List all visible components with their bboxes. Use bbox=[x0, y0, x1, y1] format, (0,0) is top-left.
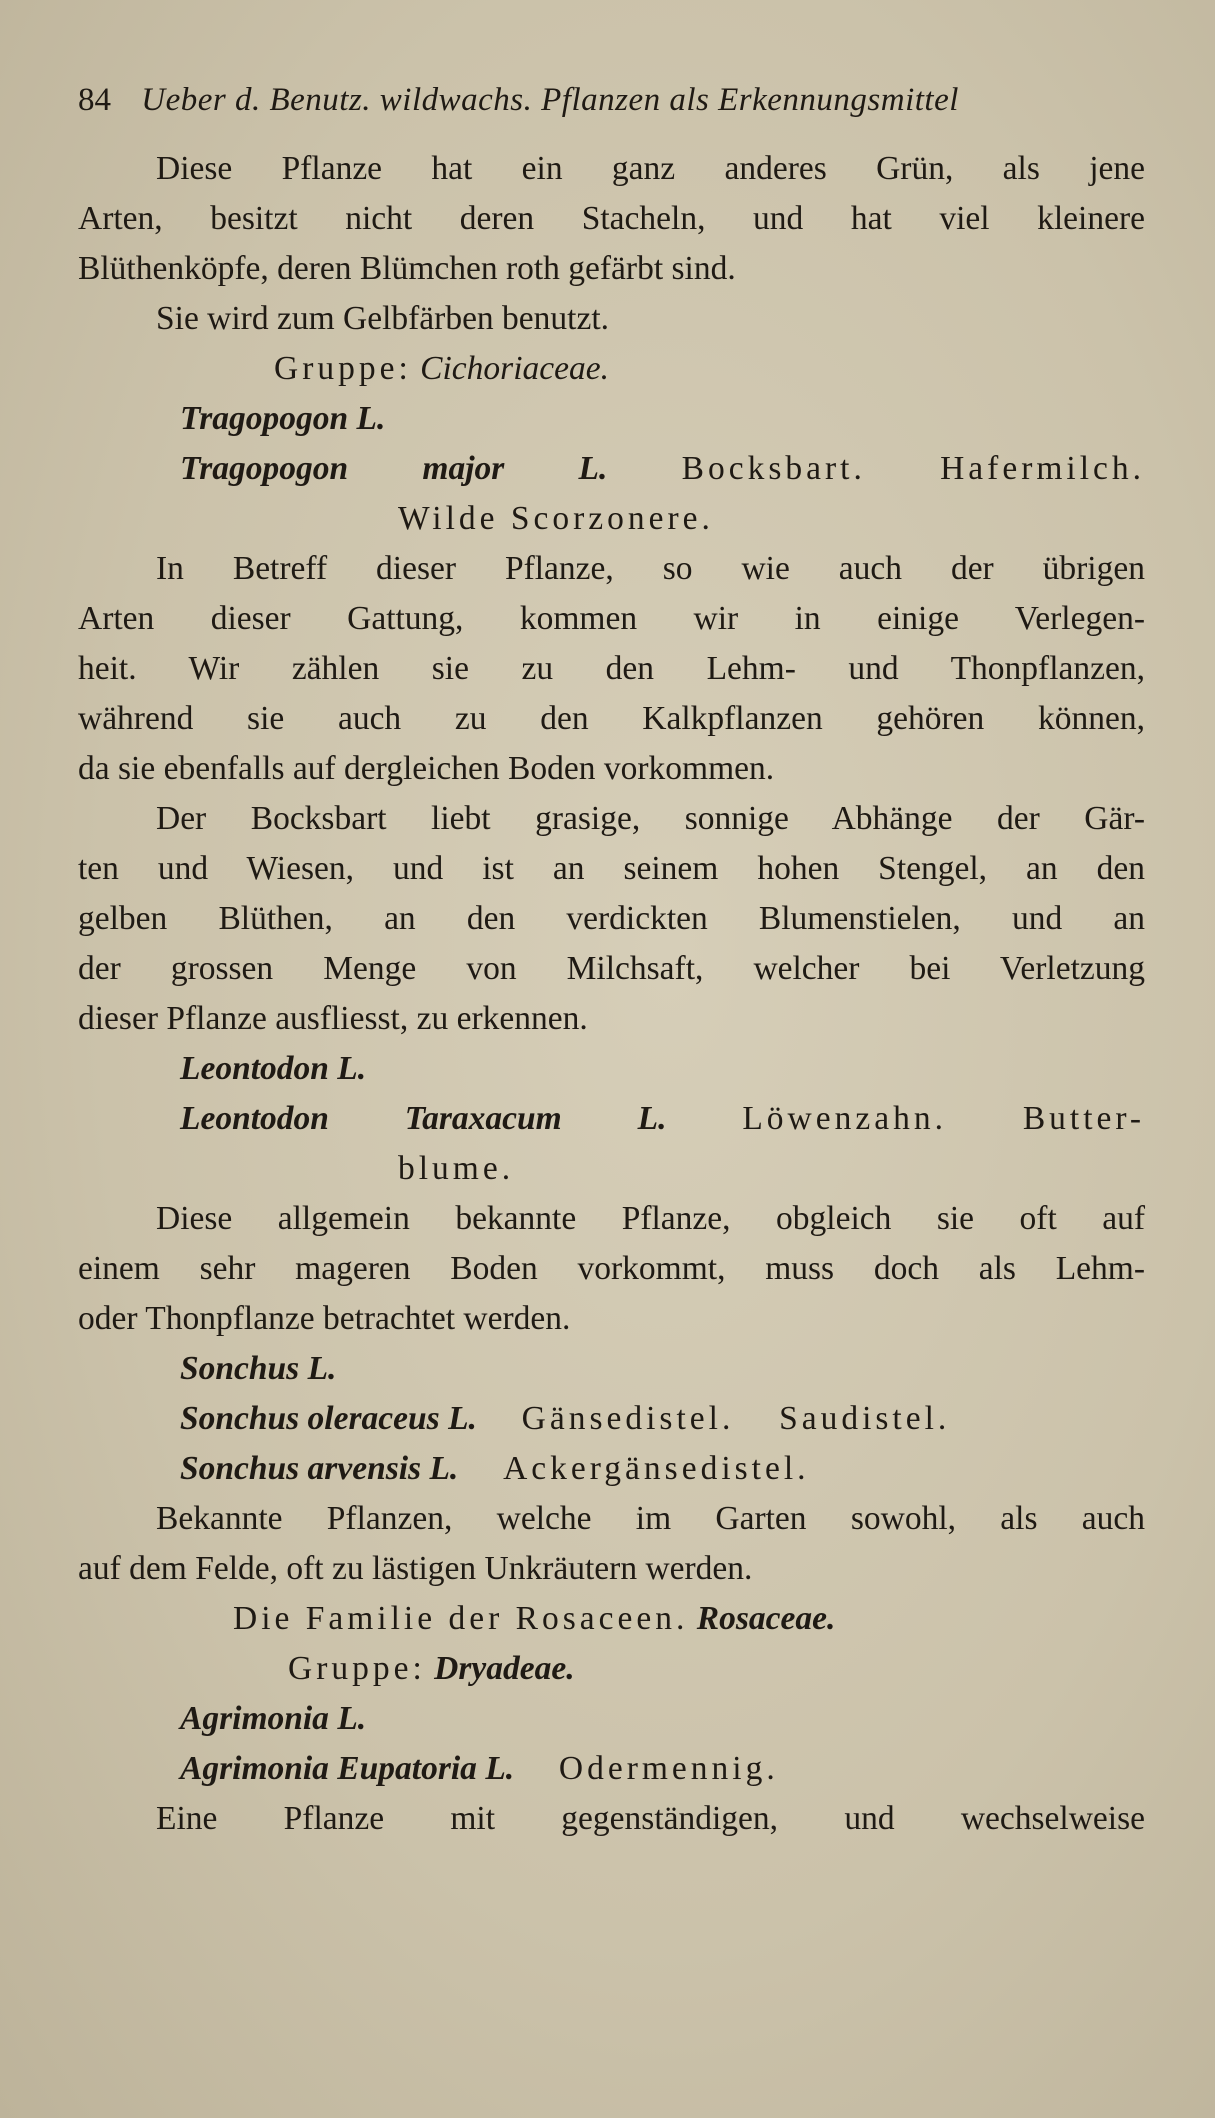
species-name: Agrimonia Eupatoria bbox=[180, 1750, 477, 1787]
genus-name: Sonchus bbox=[180, 1350, 300, 1387]
common-name: Wilde Scorzonere. bbox=[398, 500, 714, 537]
text-line: der grossen Menge von Milchsaft, welcher bei Verletzung bbox=[78, 950, 1145, 987]
text-line: heit. Wir zählen sie zu den Lehm- und Thonpflanzen, bbox=[78, 650, 1145, 687]
genus-author: L. bbox=[307, 1350, 337, 1387]
family-label: Die Familie der Rosaceen. bbox=[233, 1600, 689, 1637]
text-line: da sie ebenfalls auf dergleichen Boden vorkommen. bbox=[78, 750, 775, 787]
species-heading bbox=[78, 1444, 1145, 1494]
species-heading bbox=[78, 1094, 1145, 1144]
text-line: Arten dieser Gattung, kommen wir in einige Verlegen- bbox=[78, 600, 1145, 637]
genus-name: Agrimonia bbox=[180, 1700, 329, 1737]
running-title: Ueber d. Benutz. wildwachs. Pflanzen als Erkennungsmittel bbox=[141, 82, 959, 118]
group-name: Dryadeae. bbox=[434, 1650, 575, 1687]
text-line: Diese allgemein bekannte Pflanze, obgleich sie oft auf bbox=[156, 1200, 1145, 1237]
species-heading bbox=[78, 1744, 1145, 1794]
species-author: L. bbox=[637, 1100, 667, 1137]
text-line: Arten, besitzt nicht deren Stacheln, und hat viel kleinere bbox=[78, 200, 1145, 237]
text-line: einem sehr mageren Boden vorkommt, muss doch als Lehm- bbox=[78, 1250, 1145, 1287]
species-author: L. bbox=[429, 1450, 459, 1487]
page-number: 84 bbox=[78, 82, 111, 118]
text-line: gelben Blüthen, an den verdickten Blumenstielen, und an bbox=[78, 900, 1145, 937]
running-header bbox=[78, 78, 1145, 122]
species-author: L. bbox=[485, 1750, 515, 1787]
text-line: Diese Pflanze hat ein ganz anderes Grün, als jene bbox=[156, 150, 1145, 187]
text-line: Der Bocksbart liebt grasige, sonnige Abhänge der Gär- bbox=[156, 800, 1145, 837]
text-line: oder Thonpflanze betrachtet werden. bbox=[78, 1300, 571, 1337]
genus-author: L. bbox=[337, 1700, 367, 1737]
family-heading bbox=[78, 1594, 1145, 1644]
species-heading bbox=[78, 444, 1145, 494]
genus-heading bbox=[78, 1344, 1145, 1394]
species-name: Sonchus arvensis bbox=[180, 1450, 422, 1487]
text-line: In Betreff dieser Pflanze, so wie auch der übrigen bbox=[156, 550, 1145, 587]
species-name: Leontodon Taraxacum bbox=[180, 1100, 562, 1137]
species-heading-cont bbox=[78, 1144, 1145, 1194]
species-author: L. bbox=[448, 1400, 477, 1437]
text-line: ten und Wiesen, und ist an seinem hohen Stengel, an den bbox=[78, 850, 1145, 887]
genus-author: L. bbox=[356, 400, 386, 437]
text-line: während sie auch zu den Kalkpflanzen gehören können, bbox=[78, 700, 1145, 737]
species-heading bbox=[78, 1394, 1145, 1444]
common-name: Bocksbart. bbox=[681, 450, 866, 487]
genus-heading bbox=[78, 394, 1145, 444]
species-author: L. bbox=[578, 450, 608, 487]
group-label: Gruppe: bbox=[274, 350, 412, 387]
common-name: Hafermilch. bbox=[940, 450, 1146, 487]
text-line: Sie wird zum Gelbfärben benutzt. bbox=[156, 300, 610, 337]
common-name: Saudistel. bbox=[779, 1400, 951, 1437]
text-line: Eine Pflanze mit gegenständigen, und wechselweise bbox=[156, 1800, 1145, 1837]
species-heading-cont bbox=[78, 494, 1145, 544]
genus-name: Leontodon bbox=[180, 1050, 329, 1087]
species-name: Sonchus oleraceus bbox=[180, 1400, 440, 1437]
group-name: Cichoriaceae. bbox=[420, 350, 610, 387]
genus-author: L. bbox=[337, 1050, 367, 1087]
genus-heading bbox=[78, 1044, 1145, 1094]
genus-name: Tragopogon bbox=[180, 400, 349, 437]
group-label: Gruppe: bbox=[288, 1650, 426, 1687]
text-line: Blüthenköpfe, deren Blümchen roth gefärbt sind. bbox=[78, 250, 736, 287]
common-name: Löwenzahn. bbox=[742, 1100, 947, 1137]
group-heading bbox=[78, 1644, 1145, 1694]
text-line: Bekannte Pflanzen, welche im Garten sowohl, als auch bbox=[156, 1500, 1145, 1537]
group-heading bbox=[78, 344, 1145, 394]
common-name: Butter- bbox=[1022, 1100, 1146, 1137]
text-line: dieser Pflanze ausfliesst, zu erkennen. bbox=[78, 1000, 588, 1037]
genus-heading bbox=[78, 1694, 1145, 1744]
common-name: Odermennig. bbox=[558, 1750, 779, 1787]
family-latin: Rosaceae. bbox=[696, 1600, 836, 1637]
text-line: auf dem Felde, oft zu lästigen Unkräutern werden. bbox=[78, 1550, 753, 1587]
common-name: Ackergänsedistel. bbox=[503, 1450, 810, 1487]
page-body bbox=[78, 144, 1145, 1844]
species-name: Tragopogon major bbox=[180, 450, 505, 487]
common-name: blume. bbox=[398, 1150, 515, 1187]
common-name: Gänsedistel. bbox=[521, 1400, 735, 1437]
